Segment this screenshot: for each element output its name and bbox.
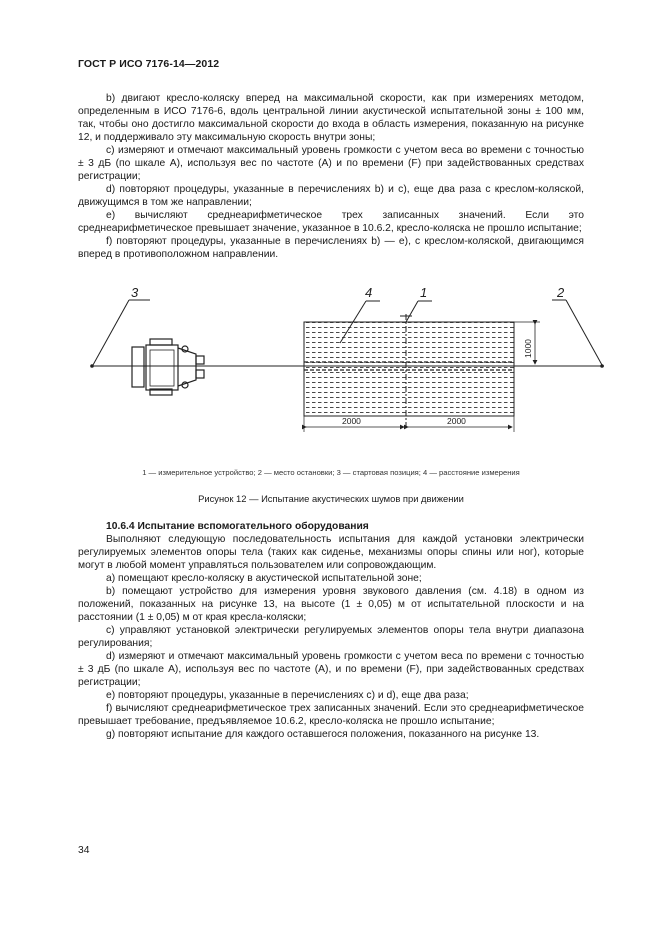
dim-width-right-label: 2000 [447,416,466,426]
dim-width-left-label: 2000 [342,416,361,426]
callout-line-2 [566,300,602,365]
page-number: 34 [78,845,90,856]
measurement-zone [304,322,514,416]
dim-height-label: 1000 [523,339,533,358]
paragraph-b: b) двигают кресло-коляску вперед на максимальной скорости, как при измерениях методом, определенным в ИСО 7176-6, вдоль центральной линии акустической испытательной зоны ± 100 мм, так, чтобы оно достигло максимальной скорости до входа в область измерения, показанную на рисунке 12, и поддерживало эту максимальную скорость внутри зоны; [78,93,584,143]
callout-1: 1 [420,285,428,300]
callout-line-1 [406,301,418,322]
paragraph-d: d) повторяют процедуры, указанные в перечислениях b) и c), еще два раза с креслом-коляской, движущимся в том же направлении; [78,184,584,208]
document-header: ГОСТ Р ИСО 7176-14—2012 [78,58,220,70]
paragraph-f: f) повторяют процедуры, указанные в перечислениях b) — e), с креслом-коляской, двигающимся вперед в противоположном направлении. [78,236,584,260]
figure-caption: Рисунок 12 — Испытание акустических шумов при движении [198,493,464,504]
figure-legend: 1 — измерительное устройство; 2 — место остановки; 3 — стартовая позиция; 4 — расстояние измерения [142,468,520,477]
figure-12-diagram [0,280,661,440]
section-item-d: d) измеряют и отмечают максимальный уровень громкости с учетом веса по времени с точностью ± 3 дБ (по шкале A), используя вес по частоте (A), и по времени (F), при задействованных средствах регистрации; [78,651,584,688]
callout-line-3 [93,300,129,365]
wheelchair-icon [132,339,204,395]
section-item-b: b) помещают устройство для измерения уровня звукового давления (см. 4.18) в одном из положений, показанных на рисунке 13, на высоте (1 ± 0,05) м от испытательной плоскости и на расстоянии (1 ± 0,05) м от края кресла-коляски; [78,586,584,623]
section-intro: Выполняют следующую последовательность испытания для каждой установки электрически регулируемых элементов опоры тела (таких как сиденье, механизмы опоры спины или ног), которые могут в любой момент управляться пользователем или сопровождающим. [78,534,584,571]
callout-3: 3 [131,285,139,300]
paragraph-e: e) вычисляют среднеарифметическое трех записанных значений. Если это среднеарифметическое превышает значение, указанное в 10.6.2, кресло-коляска не прошло испытание; [78,210,584,234]
section-item-a: a) помещают кресло-коляску в акустической испытательной зоне; [106,573,422,584]
section-item-e: e) повторяют процедуры, указанные в перечислениях c) и d), еще два раза; [106,690,469,701]
section-item-g: g) повторяют испытание для каждого оставшегося положения, показанного на рисунке 13. [106,729,540,740]
section-item-c: c) управляют установкой электрически регулируемых элементов опоры тела внутри диапазона регулирования; [78,625,584,649]
section-heading: 10.6.4 Испытание вспомогательного оборудования [106,521,369,532]
paragraph-c: c) измеряют и отмечают максимальный уровень громкости с учетом веса во времени с точностью ± 3 дБ (по шкале A), используя вес по частоте (A) и по времени (F) при задействованных средствах регистрации; [78,145,584,182]
callout-2: 2 [557,285,565,300]
section-10-6-4 [78,520,584,741]
top-text-block [78,92,584,261]
callout-4: 4 [365,285,373,300]
section-item-f: f) вычисляют среднеарифметическое трех записанных значений. Если это среднеарифметическое превышает требование, предъявляемое 10.6.2, кресло-коляска не прошло испытание; [78,703,584,727]
